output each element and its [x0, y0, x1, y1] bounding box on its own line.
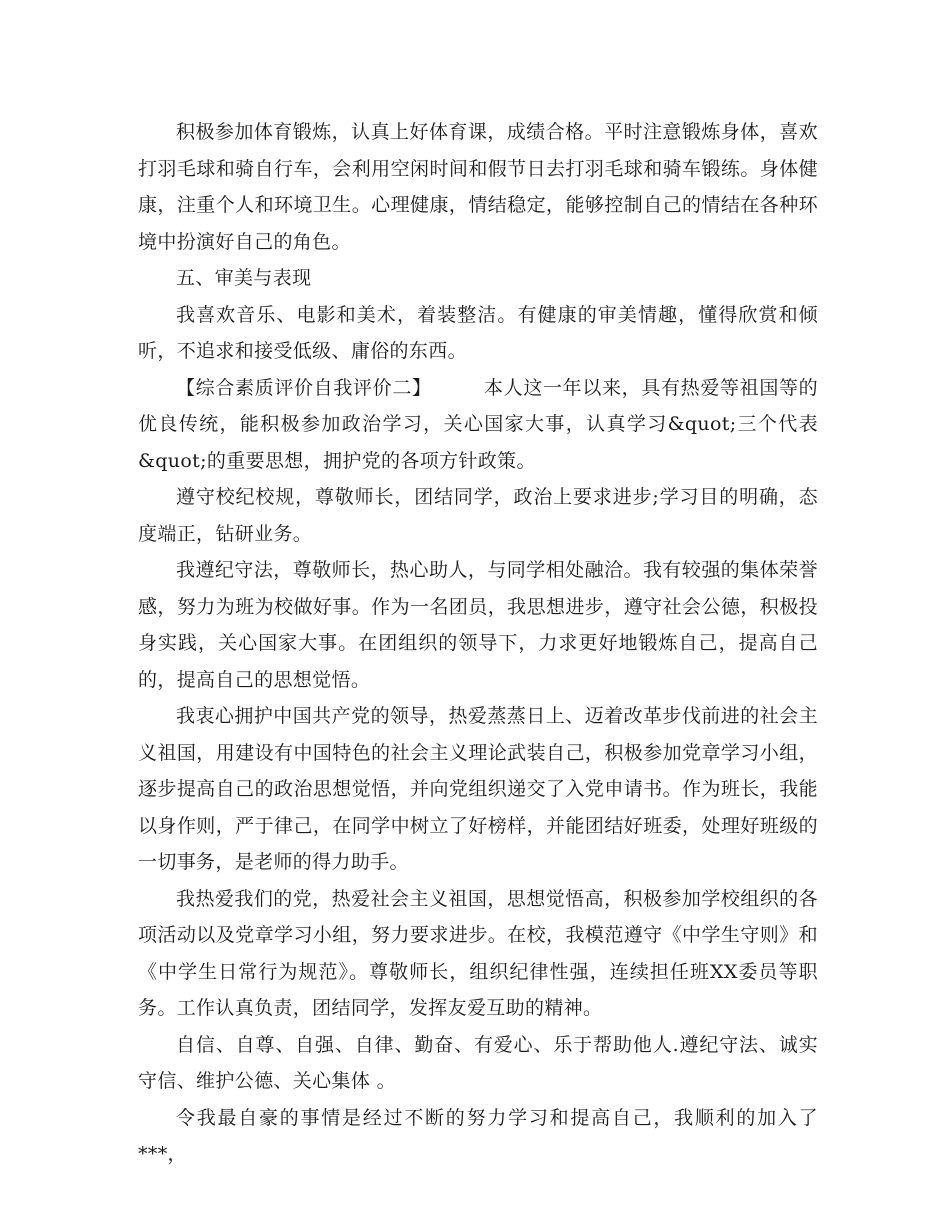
paragraph-proudest: 令我最自豪的事情是经过不断的努力学习和提高自己，我顺利的加入了***， [138, 1106, 818, 1165]
paragraph-sports: 积极参加体育锻炼，认真上好体育课，成绩合格。平时注意锻炼身体，喜欢打羽毛球和骑自行车，会利用空闲时间和假节日去打羽毛球和骑车锻练。身体健康，注重个人和环境卫生。心理健康，情结稳定，能够控制自己的情结在各种环境中扮演好自己的角色。 [138, 121, 818, 253]
paragraph-discipline: 遵守校纪校规，尊敬师长，团结同学，政治上要求进步;学习目的明确，态度端正，钻研业务。 [138, 486, 818, 545]
self-evaluation-two-body: 本人这一年以来，具有热爱等祖国等的优良传统，能积极参加政治学习，关心国家大事，认真学习&quot;三个代表&quot;的重要思想，拥护党的各项方针政策。 [138, 376, 818, 472]
paragraph-aesthetics: 我喜欢音乐、电影和美术，着装整洁。有健康的审美情趣，懂得欣赏和倾听，不追求和接受低级、庸俗的东西。 [138, 303, 818, 362]
paragraph-virtues: 自信、自尊、自强、自律、勤奋、有爱心、乐于帮助他人.遵纪守法、诚实守信、维护公德、关心集体 。 [138, 1033, 818, 1092]
paragraph-law-abiding: 我遵纪守法，尊敬师长，热心助人，与同学相处融洽。我有较强的集体荣誉感，努力为班为校做好事。作为一名团员，我思想进步，遵守社会公德，积极投身实践，关心国家大事。在团组织的领导下，力求更好地锻炼自己，提高自己的，提高自己的思想觉悟。 [138, 559, 818, 691]
document-body [138, 114, 818, 1173]
section-heading-aesthetics: 五、审美与表现 [176, 267, 312, 289]
paragraph-love-party: 我热爱我们的党，热爱社会主义祖国，思想觉悟高，积极参加学校组织的各项活动以及党章学习小组，努力要求进步。在校，我模范遵守《中学生守则》和《中学生日常行为规范》。尊敬师长，组织纪律性强，连续担任班XX委员等职务。工作认真负责，团结同学，发挥友爱互助的精神。 [138, 887, 818, 1019]
section-title-self-evaluation-two: 【综合素质评价自我评价二】 [176, 376, 432, 399]
paragraph-self-evaluation-two [138, 370, 818, 480]
paragraph-party-support: 我衷心拥护中国共产党的领导，热爱蒸蒸日上、迈着改革步伐前进的社会主义祖国，用建设有中国特色的社会主义理论武装自己，积极参加党章学习小组，逐步提高自己的政治思想觉悟，并向党组织递交了入党申请书。作为班长，我能以身作则，严于律己，在同学中树立了好榜样，并能团结好班委，处理好班级的一切事务，是老师的得力助手。 [138, 705, 818, 873]
